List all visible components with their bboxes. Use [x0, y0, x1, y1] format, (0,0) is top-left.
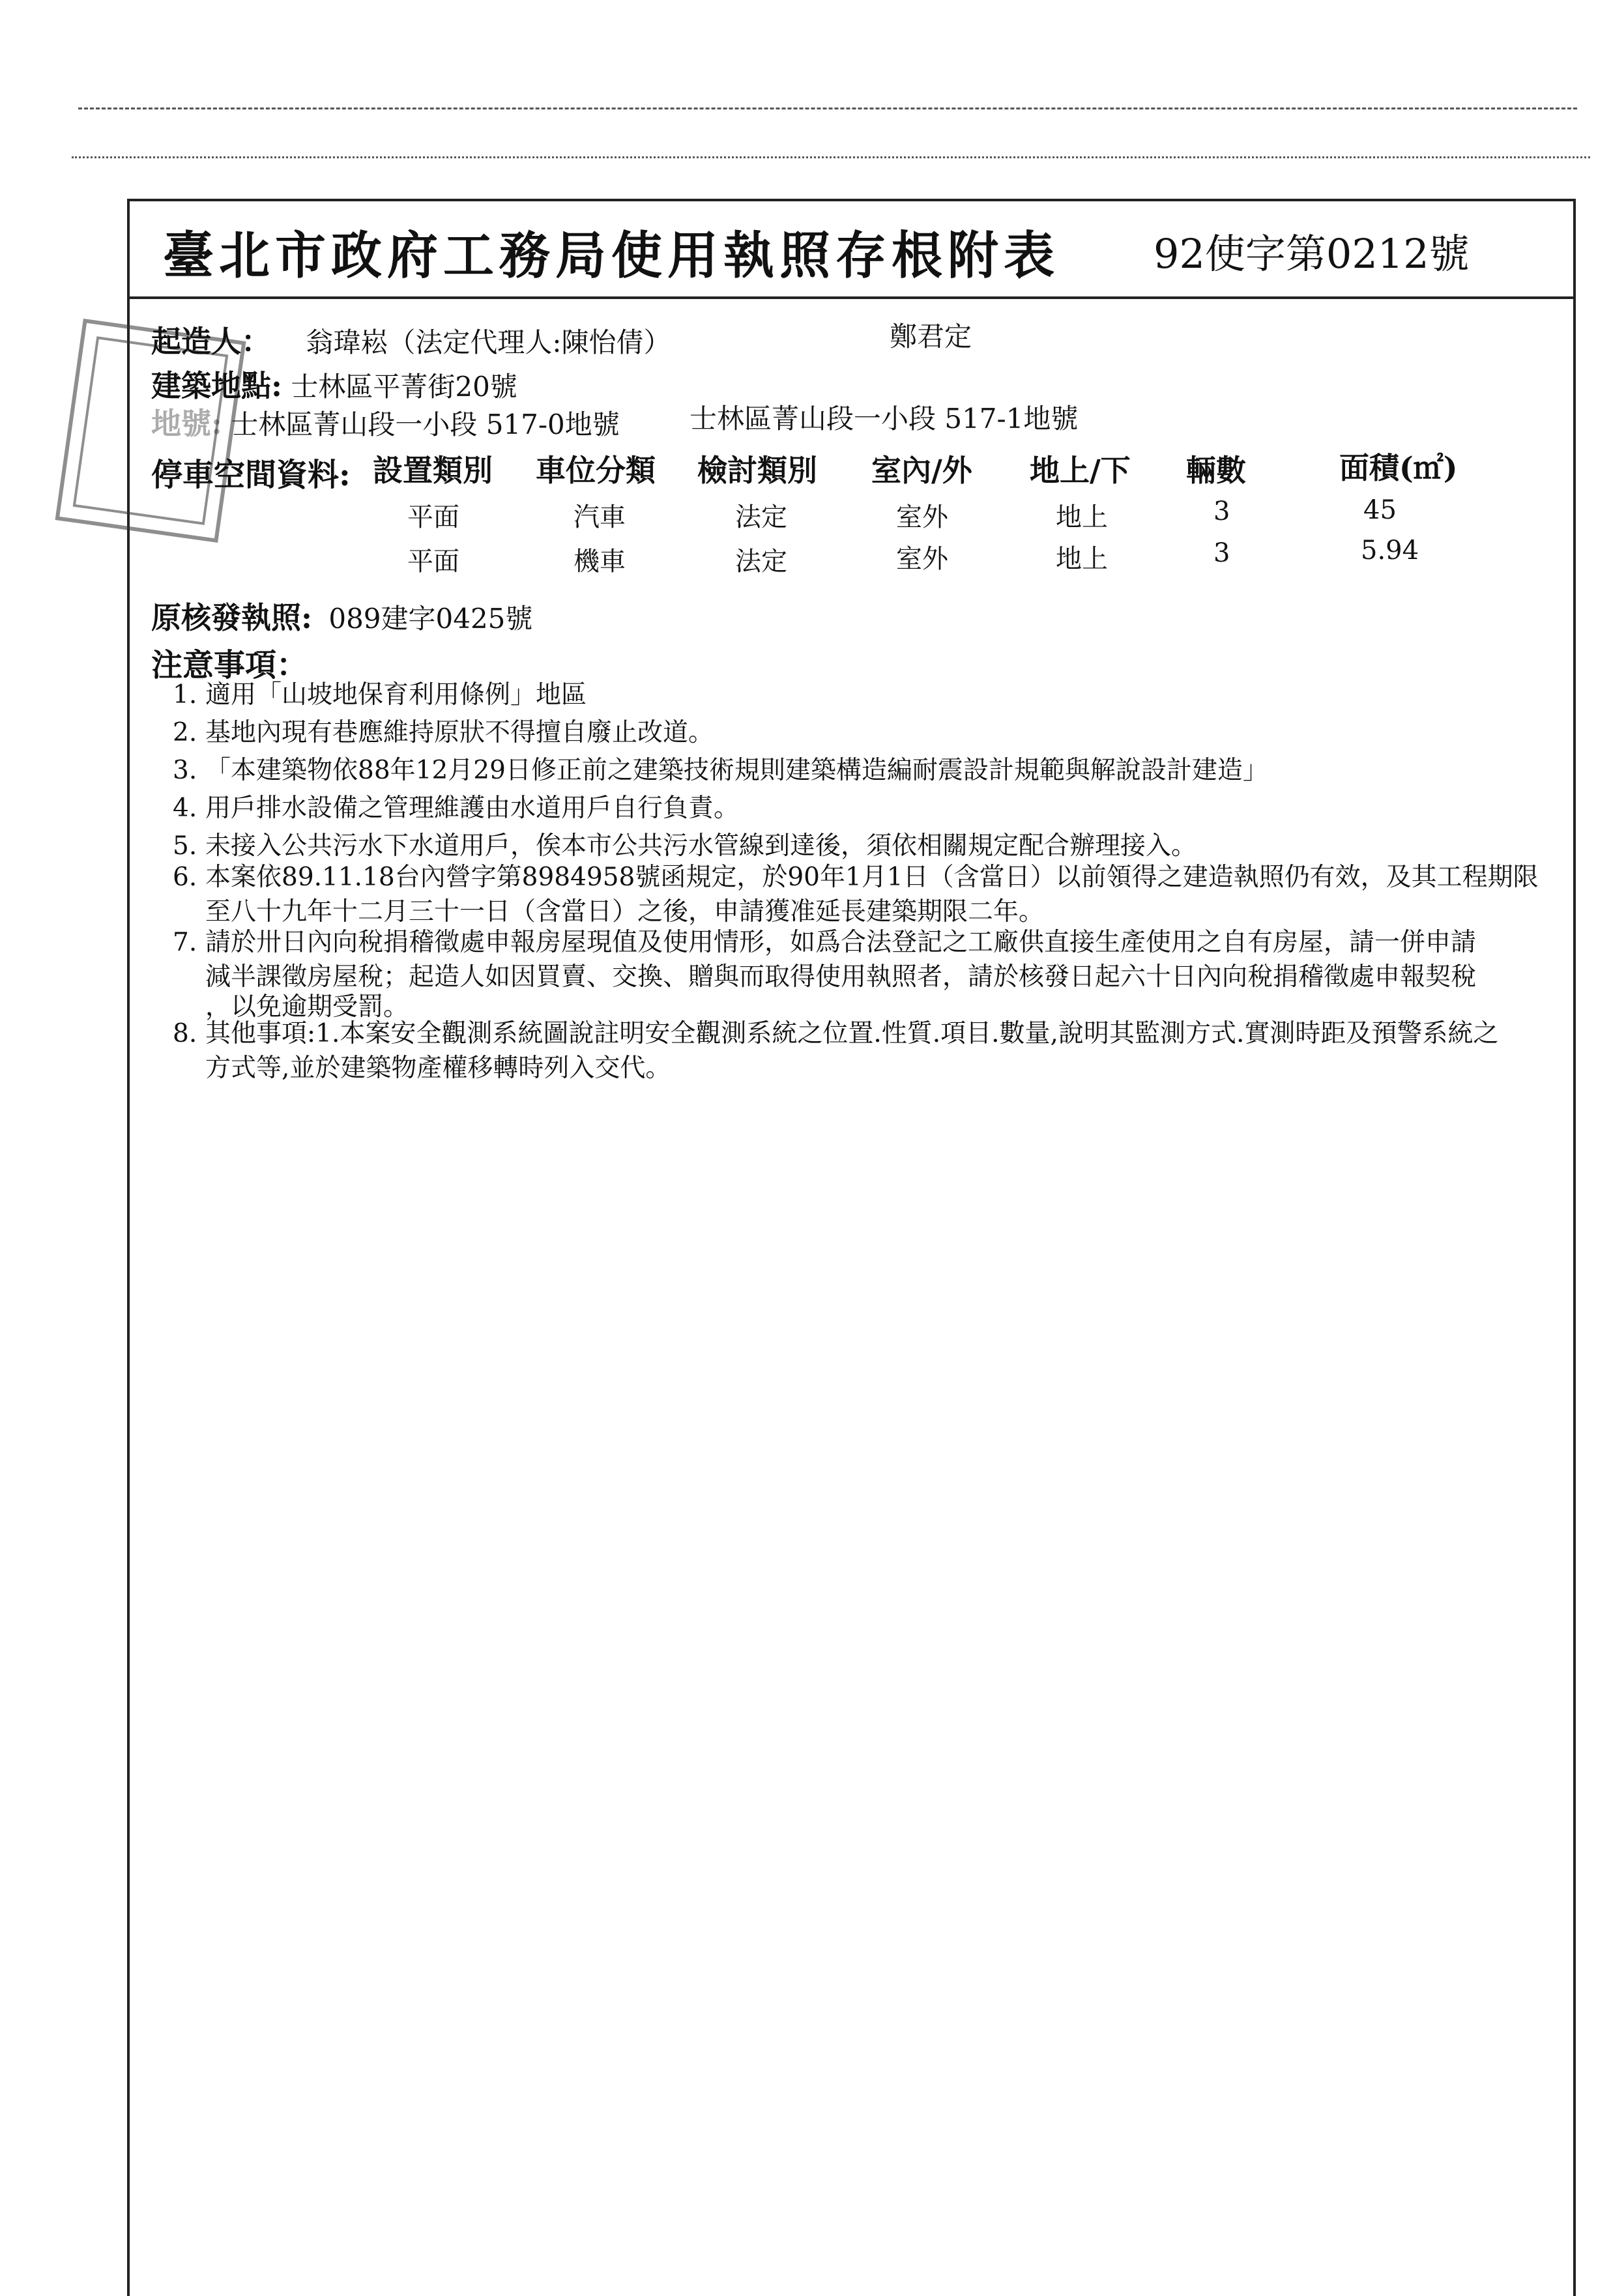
parking-header-area: 面積(㎡) — [1339, 450, 1458, 485]
form-frame — [127, 199, 1576, 2296]
parking-cell: 法定 — [735, 547, 787, 577]
notes-heading: 注意事項： — [151, 647, 308, 683]
note-item: 4. 用戶排水設備之管理維護由水道用戶自行負責。 — [173, 794, 740, 823]
parking-header-review: 檢討類別 — [697, 453, 817, 488]
permit-number: 92使字第0212號 — [1154, 230, 1470, 278]
lot-row — [151, 400, 620, 443]
location-label: 建築地點: — [151, 368, 282, 403]
note-item-continuation: 方式等,並於建築物產權移轉時列入交代。 — [205, 1054, 671, 1083]
note-item: 3. 「本建築物依88年12月29日修正前之建築技術規則建築構造編耐震設計規範與解說設計建造」 — [173, 756, 1268, 785]
parking-cell: 地上 — [1056, 502, 1108, 532]
note-item-continuation: 至八十九年十二月三十一日（含當日）之後，申請獲准延長建築期限二年。 — [205, 897, 1045, 926]
original-permit-label: 原核發執照: — [151, 600, 312, 635]
parking-cell: 室外 — [896, 502, 948, 532]
original-permit-row — [151, 594, 532, 637]
applicant-row — [151, 318, 671, 361]
note-item: 6. 本案依89.11.18台內營字第8984958號函規定，於90年1月1日（含當日）以前領得之建造執照仍有效，及其工程期限 — [173, 863, 1539, 892]
scan-artifact-line — [72, 156, 1590, 158]
parking-label: 停車空間資料: — [151, 457, 351, 493]
lot-label: 地號: — [151, 406, 222, 441]
parking-header-class: 車位分類 — [536, 453, 656, 488]
location-row — [151, 362, 517, 405]
note-item-continuation: ，以免逾期受罰。 — [205, 992, 409, 1022]
lot-value-2: 士林區菁山段一小段 517-1地號 — [689, 403, 1079, 435]
note-item: 7. 請於卅日內向稅捐稽徵處申報房屋現值及使用情形，如爲合法登記之工廠供直接生產使用之自有房屋，請一併申請 — [173, 928, 1477, 957]
note-item-continuation: 減半課徵房屋稅；起造人如因買賣、交換、贈與而取得使用執照者，請於核發日起六十日內向稅捐稽徵處申報契稅 — [205, 962, 1477, 992]
applicant-label: 起造人： — [151, 324, 271, 359]
parking-header-indoor: 室內/外 — [871, 453, 972, 488]
applicant-name: 翁瑋崧（法定代理人:陳怡倩） — [306, 326, 671, 358]
parking-cell: 汽車 — [573, 502, 626, 532]
scan-artifact-line — [78, 108, 1577, 109]
original-permit-value: 089建字0425號 — [328, 603, 533, 635]
parking-cell: 地上 — [1056, 544, 1108, 574]
note-item: 2. 基地內現有巷應維持原狀不得擅自廢止改道。 — [173, 718, 714, 747]
parking-cell: 5.94 — [1361, 536, 1419, 566]
parking-cell: 3 — [1213, 538, 1230, 568]
document-title: 臺北市政府工務局使用執照存根附表 — [163, 226, 1060, 285]
parking-header-count: 輛數 — [1186, 453, 1246, 488]
parking-cell: 室外 — [896, 544, 948, 574]
parking-cell: 45 — [1363, 495, 1397, 525]
parking-cell: 平面 — [407, 547, 459, 577]
parking-cell: 法定 — [735, 502, 787, 532]
location-value: 士林區平菁街20號 — [291, 371, 517, 403]
parking-cell: 3 — [1213, 496, 1230, 526]
applicant-name-2: 鄭君定 — [890, 321, 972, 352]
note-item: 1. 適用「山坡地保育利用條例」地區 — [173, 680, 587, 710]
header-divider — [127, 296, 1573, 299]
parking-cell: 平面 — [407, 502, 459, 532]
lot-value-1: 士林區菁山段一小段 517-0地號 — [231, 409, 620, 440]
parking-header-level: 地上/下 — [1030, 453, 1131, 488]
parking-header-type: 設置類別 — [373, 453, 493, 488]
parking-cell: 機車 — [573, 547, 626, 577]
note-item: 5. 未接入公共污水下水道用戶，俟本市公共污水管線到達後，須依相關規定配合辦理接入。 — [173, 831, 1197, 861]
note-item: 8. 其他事項:1.本案安全觀測系統圖說註明安全觀測系統之位置.性質.項目.數量,說明其監測方式.實測時距及預警系統之 — [173, 1019, 1499, 1048]
